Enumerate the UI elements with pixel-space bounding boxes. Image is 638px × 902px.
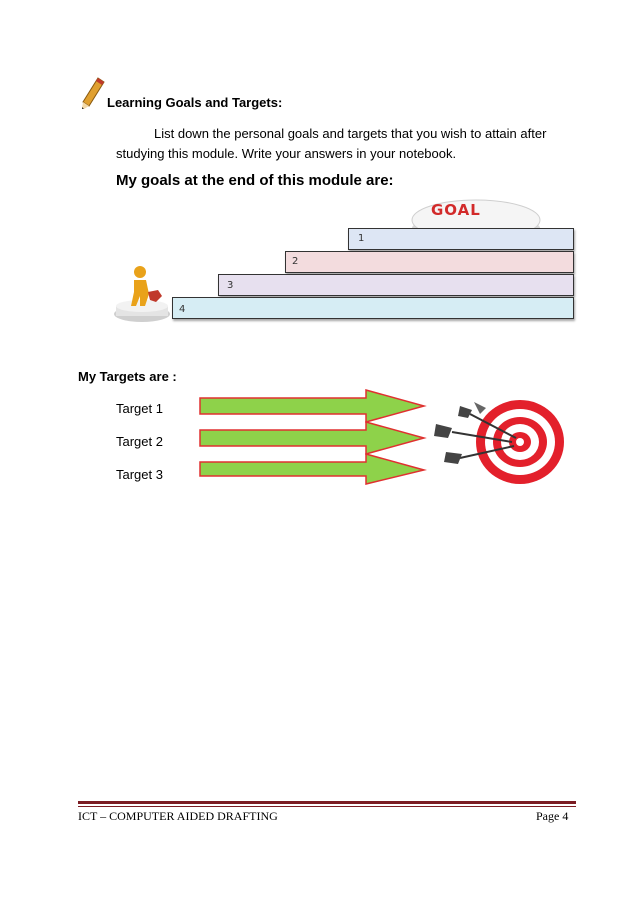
footer-rule-thin xyxy=(78,806,576,807)
footer-page-number: Page 4 xyxy=(536,809,569,823)
target-arrows xyxy=(198,388,428,486)
target-label-2: Target 2 xyxy=(116,434,163,449)
goal-step-3 xyxy=(218,274,574,296)
goal-step-2 xyxy=(285,251,574,273)
goal-step-1-label: 1 xyxy=(358,233,365,244)
goal-badge-text: GOAL xyxy=(431,201,481,219)
target-label-3: Target 3 xyxy=(116,467,163,482)
goal-step-4-label: 4 xyxy=(179,304,186,315)
goal-step-3-label: 3 xyxy=(227,280,234,291)
targets-title: My Targets are : xyxy=(78,369,177,384)
instruction-line-2: studying this module. Write your answers in your notebook. xyxy=(116,146,457,161)
bullseye-target-icon xyxy=(430,396,570,486)
instruction-line-1: List down the personal goals and targets that you wish to attain after xyxy=(154,126,547,141)
instruction-paragraph xyxy=(116,124,576,164)
target-arrow-2 xyxy=(200,422,424,454)
goal-step-2-label: 2 xyxy=(292,256,299,267)
target-arrow-1 xyxy=(200,390,424,422)
footer-course-title: ICT – COMPUTER AIDED DRAFTING xyxy=(78,809,278,823)
goals-title: My goals at the end of this module are: xyxy=(116,172,394,189)
figure-on-pedestal-icon xyxy=(112,262,174,324)
goal-step-4 xyxy=(172,297,574,319)
pencil-icon xyxy=(80,76,106,110)
goal-step-1 xyxy=(348,228,574,250)
footer-rule-thick xyxy=(78,801,576,804)
section-heading: Learning Goals and Targets: xyxy=(107,95,283,110)
target-label-1: Target 1 xyxy=(116,401,163,416)
target-arrow-3 xyxy=(200,454,424,484)
